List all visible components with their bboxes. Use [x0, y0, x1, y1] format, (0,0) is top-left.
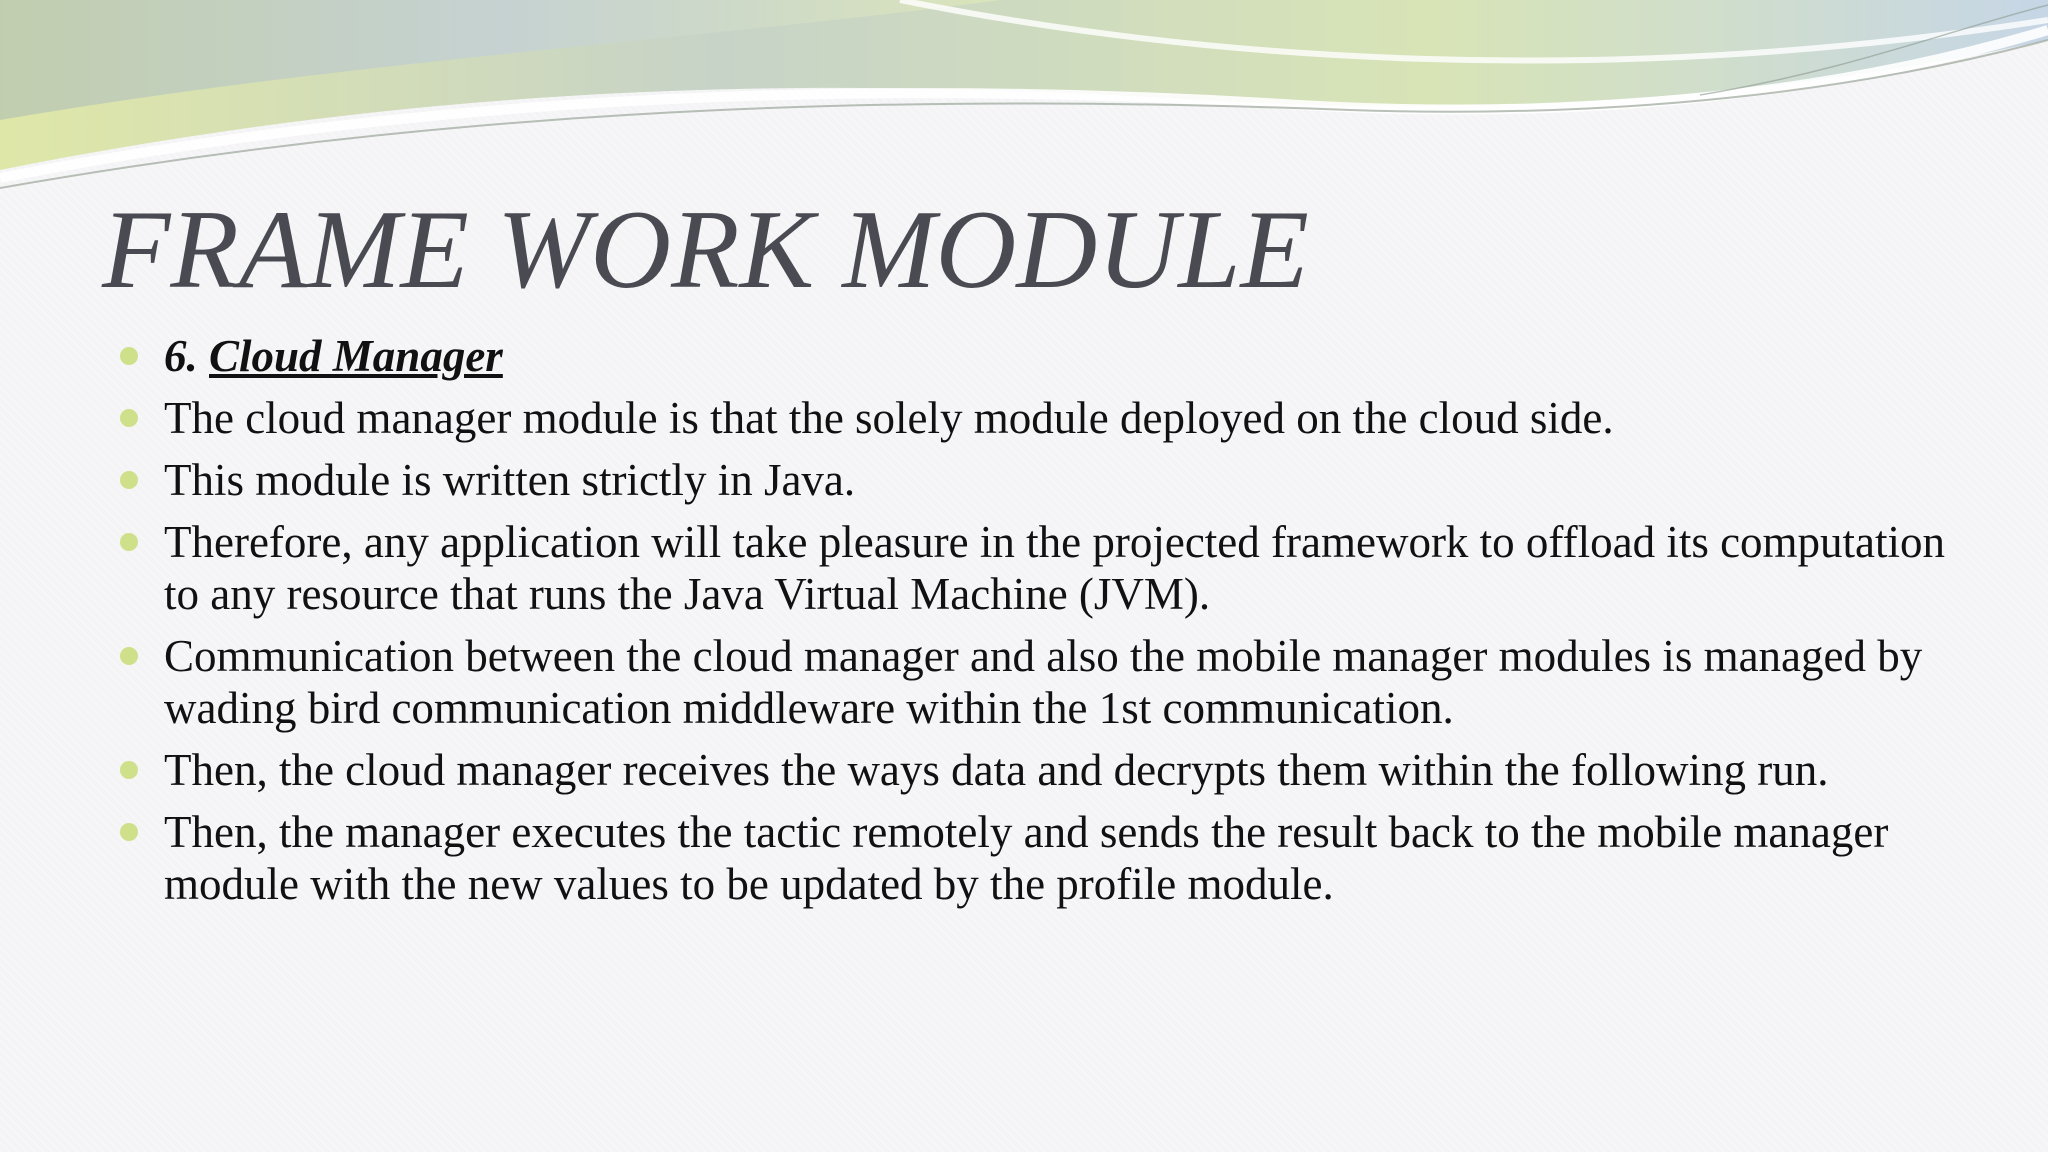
bullet-item: [120, 806, 1950, 910]
bullet-dot-icon: [120, 471, 138, 489]
bullet-dot-icon: [120, 533, 138, 551]
bullet-item: [120, 744, 1950, 796]
slide-title: FRAME WORK MODULE: [102, 188, 1309, 312]
bullet-item: [120, 630, 1950, 734]
bullet-text: Communication between the cloud manager and also the mobile manager modules is managed by wading bird communication middleware within the 1st communication.: [164, 631, 1923, 733]
bullet-list: [120, 330, 1950, 920]
bullet-dot-icon: [120, 347, 138, 365]
bullet-dot-icon: [120, 823, 138, 841]
bullet-heading: [120, 330, 1950, 382]
bullet-dot-icon: [120, 647, 138, 665]
bullet-text: This module is written strictly in Java.: [164, 455, 856, 505]
bullet-dot-icon: [120, 409, 138, 427]
bullet-text: Then, the cloud manager receives the ways data and decrypts them within the following run.: [164, 745, 1829, 795]
bullet-dot-icon: [120, 761, 138, 779]
bullet-text: Then, the manager executes the tactic remotely and sends the result back to the mobile manager module with the new values to be updated by the profile module.: [164, 807, 1889, 909]
heading-number: 6.: [164, 331, 198, 381]
bullet-item: [120, 392, 1950, 444]
heading-label: Cloud Manager: [209, 331, 503, 381]
header-swoosh-decoration: [0, 0, 2048, 200]
bullet-item: [120, 516, 1950, 620]
bullet-text: The cloud manager module is that the solely module deployed on the cloud side.: [164, 393, 1614, 443]
bullet-text: Therefore, any application will take pleasure in the projected framework to offload its computation to any resource that runs the Java Virtual Machine (JVM).: [164, 517, 1946, 619]
bullet-item: [120, 454, 1950, 506]
